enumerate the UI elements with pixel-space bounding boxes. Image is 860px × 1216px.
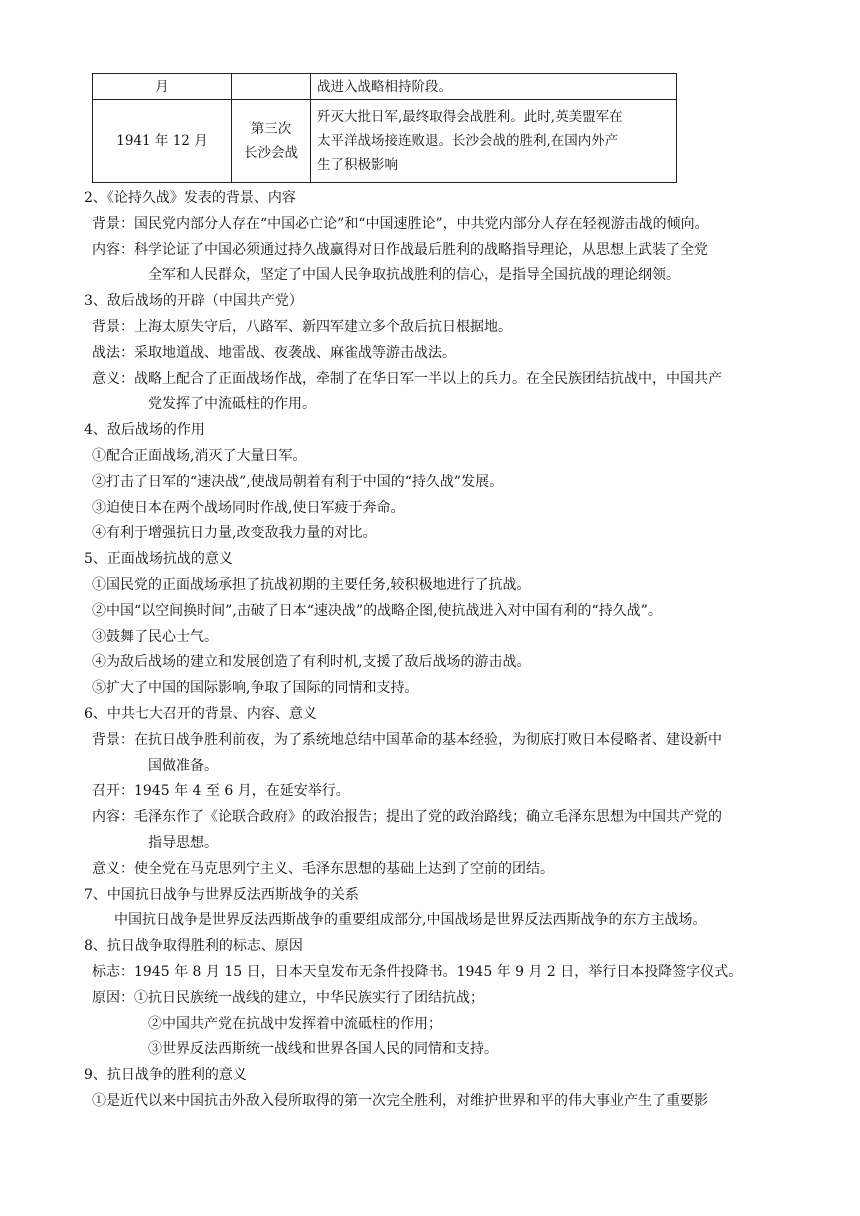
- paragraph-line: ④有利于增强抗日力量,改变敌我力量的对比。: [92, 525, 377, 542]
- description-line: 生了积极影响: [317, 157, 398, 173]
- description-line: 歼灭大批日军,最终取得会战胜利。此时,英美盟军在: [317, 109, 623, 125]
- paragraph-line: 标志：1945 年 8 月 15 日，日本天皇发布无条件投降书。1945 年 9 月 2 日，举行日本投降签字仪式。: [92, 963, 743, 980]
- section-heading: 7、中国抗日战争与世界反法西斯战争的关系: [84, 886, 359, 903]
- paragraph-line: 全军和人民群众，坚定了中国人民争取抗战胜利的信心，是指导全国抗战的理论纲领。: [148, 267, 680, 284]
- paragraph-line: 战法：采取地道战、地雷战、夜袭战、麻雀战等游击战法。: [92, 344, 456, 361]
- table-cell-description: 战进入战略相持阶段。: [311, 74, 677, 100]
- table-row: [93, 74, 677, 100]
- table-cell-description: [311, 100, 677, 183]
- paragraph-line: ②中国“以空间换时间”,击破了日本“速决战”的战略企图,使抗战进入对中国有利的“持久战”。: [92, 602, 662, 619]
- document-body: [84, 186, 784, 1115]
- paragraph-line: ⑤扩大了中国的国际影响,争取了国际的同情和支持。: [92, 680, 419, 697]
- section-heading: 8、抗日战争取得胜利的标志、原因: [84, 938, 303, 955]
- battle-line: 长沙会战: [244, 145, 298, 161]
- table-cell-battle: [232, 74, 311, 100]
- table-cell-date: 1941 年 12 月: [93, 100, 232, 183]
- paragraph-line: 意义：使全党在马克思列宁主义、毛泽东思想的基础上达到了空前的团结。: [92, 860, 554, 877]
- paragraph-line: 召开：1945 年 4 至 6 月，在延安举行。: [92, 783, 350, 800]
- paragraph-line: ①配合正面战场,消灭了大量日军。: [92, 447, 307, 464]
- paragraph-line: 中国抗日战争是世界反法西斯战争的重要组成部分,中国战场是世界反法西斯战争的东方主战场。: [114, 912, 707, 929]
- description-line: 太平洋战场接连败退。长沙会战的胜利,在国内外产: [317, 133, 619, 149]
- paragraph-line: ③迫使日本在两个战场同时作战,使日军疲于奔命。: [92, 499, 405, 516]
- paragraph-line: ③世界反法西斯统一战线和世界各国人民的同情和支持。: [148, 1041, 498, 1058]
- paragraph-line: ①国民党的正面战场承担了抗战初期的主要任务,较积极地进行了抗战。: [92, 576, 531, 593]
- battle-line: 第三次: [250, 121, 292, 137]
- section-heading: 4、敌后战场的作用: [84, 422, 205, 439]
- section-heading: 5、正面战场抗战的意义: [84, 551, 233, 568]
- paragraph-line: ④为敌后战场的建立和发展创造了有利时机,支援了敌后战场的游击战。: [92, 654, 531, 671]
- paragraph-line: ①是近代以来中国抗击外敌入侵所取得的第一次完全胜利，对维护世界和平的伟大事业产生了重要影: [92, 1092, 708, 1109]
- paragraph-line: ②打击了日军的“速决战”,使战局朝着有利于中国的“持久战”发展。: [92, 473, 504, 490]
- history-table: [92, 73, 677, 183]
- paragraph-line: 背景：在抗日战争胜利前夜，为了系统地总结中国革命的基本经验，为彻底打败日本侵略者、建设新中: [92, 731, 722, 748]
- paragraph-line: 背景：国民党内部分人存在“中国必亡论”和“中国速胜论”，中共党内部分人存在轻视游击战的倾向。: [92, 215, 709, 232]
- section-heading: 2、《论持久战》发表的背景、内容: [84, 190, 296, 206]
- table-row: [93, 100, 677, 183]
- paragraph-line: 意义：战略上配合了正面战场作战，牵制了在华日军一半以上的兵力。在全民族团结抗战中，中国共产: [92, 370, 722, 387]
- paragraph-line: 背景：上海太原失守后，八路军、新四军建立多个敌后抗日根据地。: [92, 318, 512, 335]
- paragraph-line: 国做准备。: [148, 757, 218, 774]
- paragraph-line: 内容：毛泽东作了《论联合政府》的政治报告；提出了党的政治路线；确立毛泽东思想为中国共产党的: [92, 809, 722, 826]
- paragraph-line: ③鼓舞了民心士气。: [92, 628, 218, 645]
- section-heading: 3、敌后战场的开辟（中国共产党）: [84, 293, 303, 310]
- table-cell-battle: [232, 100, 311, 183]
- section-heading: 9、抗日战争的胜利的意义: [84, 1067, 247, 1084]
- paragraph-line: ②中国共产党在抗战中发挥着中流砥柱的作用；: [148, 1015, 442, 1032]
- table-cell-date: 月: [93, 74, 232, 100]
- paragraph-line: 指导思想。: [148, 834, 218, 851]
- paragraph-line: 党发挥了中流砥柱的作用。: [148, 396, 316, 413]
- paragraph-line: 内容：科学论证了中国必须通过持久战赢得对日作战最后胜利的战略指导理论，从思想上武装了全党: [92, 241, 708, 258]
- section-heading: 6、中共七大召开的背景、内容、意义: [84, 705, 317, 722]
- paragraph-line: 原因：①抗日民族统一战线的建立，中华民族实行了团结抗战；: [92, 989, 484, 1006]
